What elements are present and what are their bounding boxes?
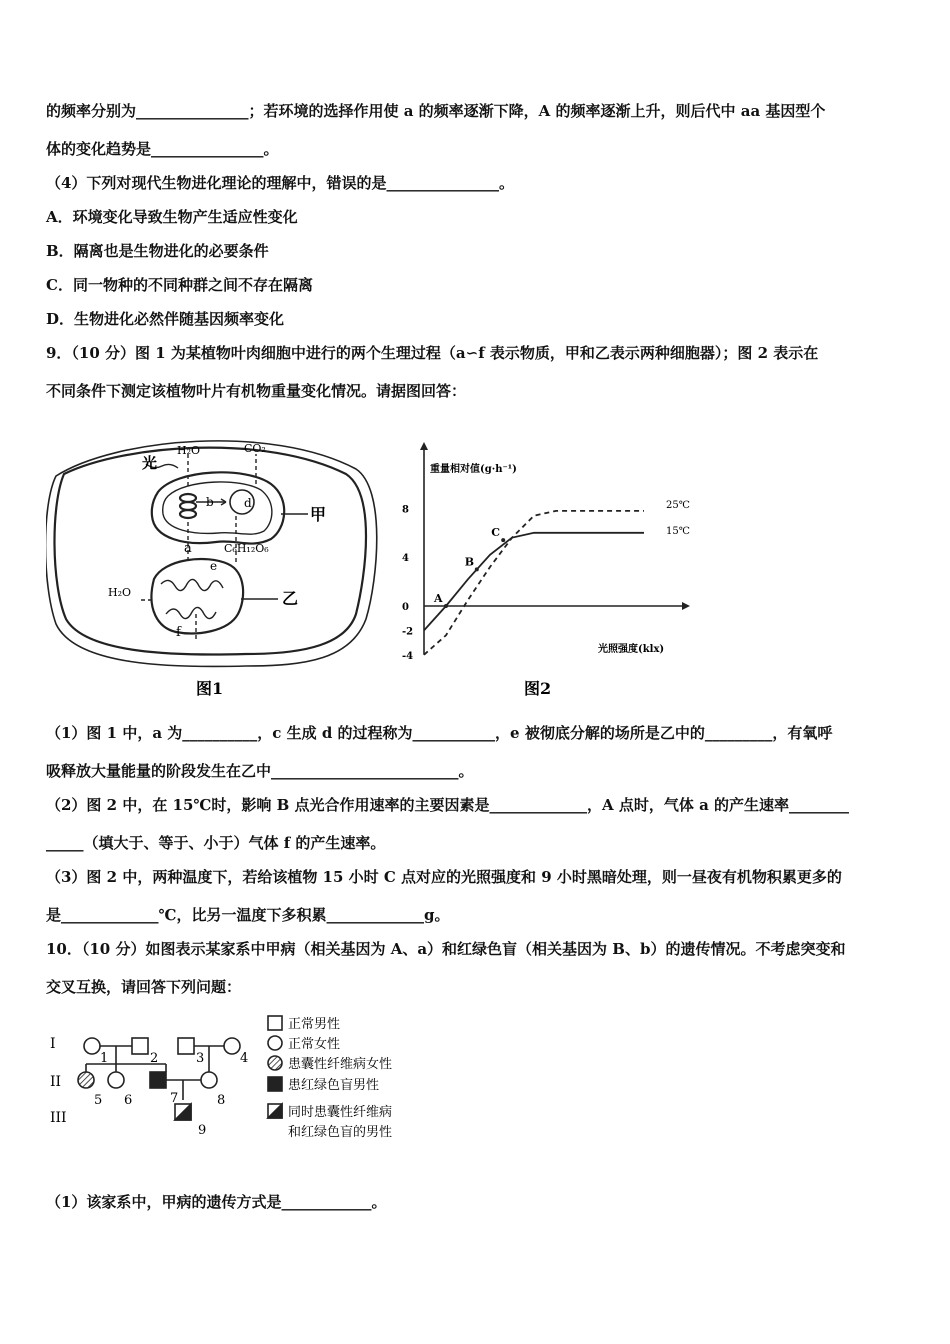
point-a xyxy=(444,604,448,608)
text-line-1: 的频率分别为_______________；若环境的选择作用使 a 的频率逐渐下降，A 的频率逐渐上升，则后代中 aa 基因型个 xyxy=(46,102,826,120)
fig1-a: a xyxy=(184,541,192,556)
pedigree-figure xyxy=(46,1010,446,1145)
point-b xyxy=(475,567,479,571)
question-10-intro-cont: 交叉互换，请回答下列问题： xyxy=(46,978,242,996)
individual-7 xyxy=(150,1072,166,1088)
q9-part2-cont: _____（填大于、等于、小于）气体 f 的产生速率。 xyxy=(46,834,386,852)
fig1-glucose: C₆H₁₂O₆ xyxy=(224,542,269,555)
legend-normal-male-icon xyxy=(268,1016,282,1030)
id-3: 3 xyxy=(196,1051,205,1066)
fig1-e: e xyxy=(210,559,218,573)
fig1-light: 光 xyxy=(142,454,158,472)
fig2-label-15: 15℃ xyxy=(666,526,690,537)
fig1-b: b xyxy=(206,495,214,509)
id-1: 1 xyxy=(100,1051,109,1066)
y-axis-arrow xyxy=(420,442,428,450)
legend-normal-male: 正常男性 xyxy=(288,1017,341,1032)
option-d: D．生物进化必然伴随基因频率变化 xyxy=(46,310,285,328)
fig1-jia: 甲 xyxy=(310,505,327,524)
legend-normal-female: 正常女性 xyxy=(288,1037,341,1052)
option-a: A．环境变化导致生物产生适应性变化 xyxy=(46,208,298,226)
y-tick-label: 0 xyxy=(402,602,409,613)
figure-svg xyxy=(46,414,708,704)
individual-1 xyxy=(84,1038,100,1054)
fig2-caption: 图2 xyxy=(524,679,552,698)
fig1-co2: CO₂ xyxy=(244,442,266,455)
y-tick-label: -2 xyxy=(402,626,414,638)
point-c xyxy=(501,538,505,542)
fig2-ylabel: 重量相对值(g·h⁻¹) xyxy=(430,464,517,475)
figure1-cell xyxy=(46,441,377,667)
individual-4 xyxy=(224,1038,240,1054)
fig1-caption: 图1 xyxy=(196,679,224,698)
fig1-yi: 乙 xyxy=(282,589,299,608)
point-label-c: C xyxy=(491,526,500,540)
q9-part3: （3）图 2 中，两种温度下，若给该植物 15 小时 C 点对应的光照强度和 9 小时黑暗处理，则一昼夜有机物积累更多的 xyxy=(46,868,842,886)
x-axis-arrow xyxy=(682,602,690,610)
y-tick-label: 4 xyxy=(402,553,409,565)
individual-3 xyxy=(178,1038,194,1054)
individual-2 xyxy=(132,1038,148,1054)
gen-2-label: II xyxy=(50,1074,62,1090)
point-label-b: B xyxy=(464,555,475,569)
series-line-15 xyxy=(424,533,644,631)
q9-part3-cont: 是_____________℃，比另一温度下多积累_____________g。 xyxy=(46,906,450,924)
legend-cf-female: 患囊性纤维病女性 xyxy=(288,1057,393,1072)
option-c: C．同一物种的不同种群之间不存在隔离 xyxy=(46,276,313,294)
id-2: 2 xyxy=(150,1051,159,1066)
question-9-intro-cont: 不同条件下测定该植物叶片有机物重量变化情况。请据图回答： xyxy=(46,382,467,400)
pedigree-svg xyxy=(46,1010,446,1145)
legend-both-male-2: 和红绿色盲的男性 xyxy=(288,1125,393,1140)
individual-5 xyxy=(78,1072,94,1088)
q9-part1: （1）图 1 中，a 为__________，c 生成 d 的过程称为___________，e 被彻底分解的场所是乙中的_________，有氧呼 xyxy=(46,724,833,742)
question-4: （4）下列对现代生物进化理论的理解中，错误的是_______________。 xyxy=(46,174,514,192)
individual-6 xyxy=(108,1072,124,1088)
figure-panel xyxy=(46,414,708,704)
id-8: 8 xyxy=(217,1093,226,1108)
q10-part1: （1）该家系中，甲病的遗传方式是____________。 xyxy=(46,1193,387,1211)
y-tick-label: 8 xyxy=(402,504,409,516)
q9-part1-cont: 吸释放大量能量的阶段发生在乙中_________________________。 xyxy=(46,762,474,780)
legend-both-male-1: 同时患囊性纤维病 xyxy=(288,1105,393,1120)
gen-3-label: III xyxy=(50,1110,67,1126)
id-7: 7 xyxy=(170,1091,179,1106)
text-line-2: 体的变化趋势是_______________。 xyxy=(46,140,279,158)
fig2-xlabel: 光照强度(klx) xyxy=(598,644,665,655)
option-b: B．隔离也是生物进化的必要条件 xyxy=(46,242,269,260)
fig1-h2o-left: H₂O xyxy=(108,586,132,599)
legend-colorblind-male-icon xyxy=(268,1077,282,1091)
id-5: 5 xyxy=(94,1093,103,1108)
fig2-label-25: 25℃ xyxy=(666,500,690,511)
y-tick-label: -4 xyxy=(402,650,414,662)
legend-cf-female-icon xyxy=(268,1056,282,1070)
fig1-f: f xyxy=(176,625,181,640)
legend-colorblind-male: 患红绿色盲男性 xyxy=(288,1078,380,1093)
id-4: 4 xyxy=(240,1051,249,1066)
point-label-a: A xyxy=(434,592,443,605)
id-9: 9 xyxy=(198,1123,207,1138)
fig1-d: d xyxy=(244,496,252,510)
legend-normal-female-icon xyxy=(268,1036,282,1050)
gen-1-label: I xyxy=(50,1036,56,1052)
id-6: 6 xyxy=(124,1093,133,1108)
individual-8 xyxy=(201,1072,217,1088)
fig1-h2o-top: H₂O xyxy=(177,444,201,457)
question-9-intro: 9．（10 分）图 1 为某植物叶肉细胞中进行的两个生理过程（a∽f 表示物质，甲和乙表示两种细胞器）；图 2 表示在 xyxy=(46,344,819,362)
question-10-intro: 10．（10 分）如图表示某家系中甲病（相关基因为 A、a）和红绿色盲（相关基因为 B、b）的遗传情况。不考虑突变和 xyxy=(46,940,846,958)
q9-part2: （2）图 2 中，在 15℃时，影响 B 点光合作用速率的主要因素是_____________，A 点时，气体 a 的产生速率________ xyxy=(46,796,850,814)
